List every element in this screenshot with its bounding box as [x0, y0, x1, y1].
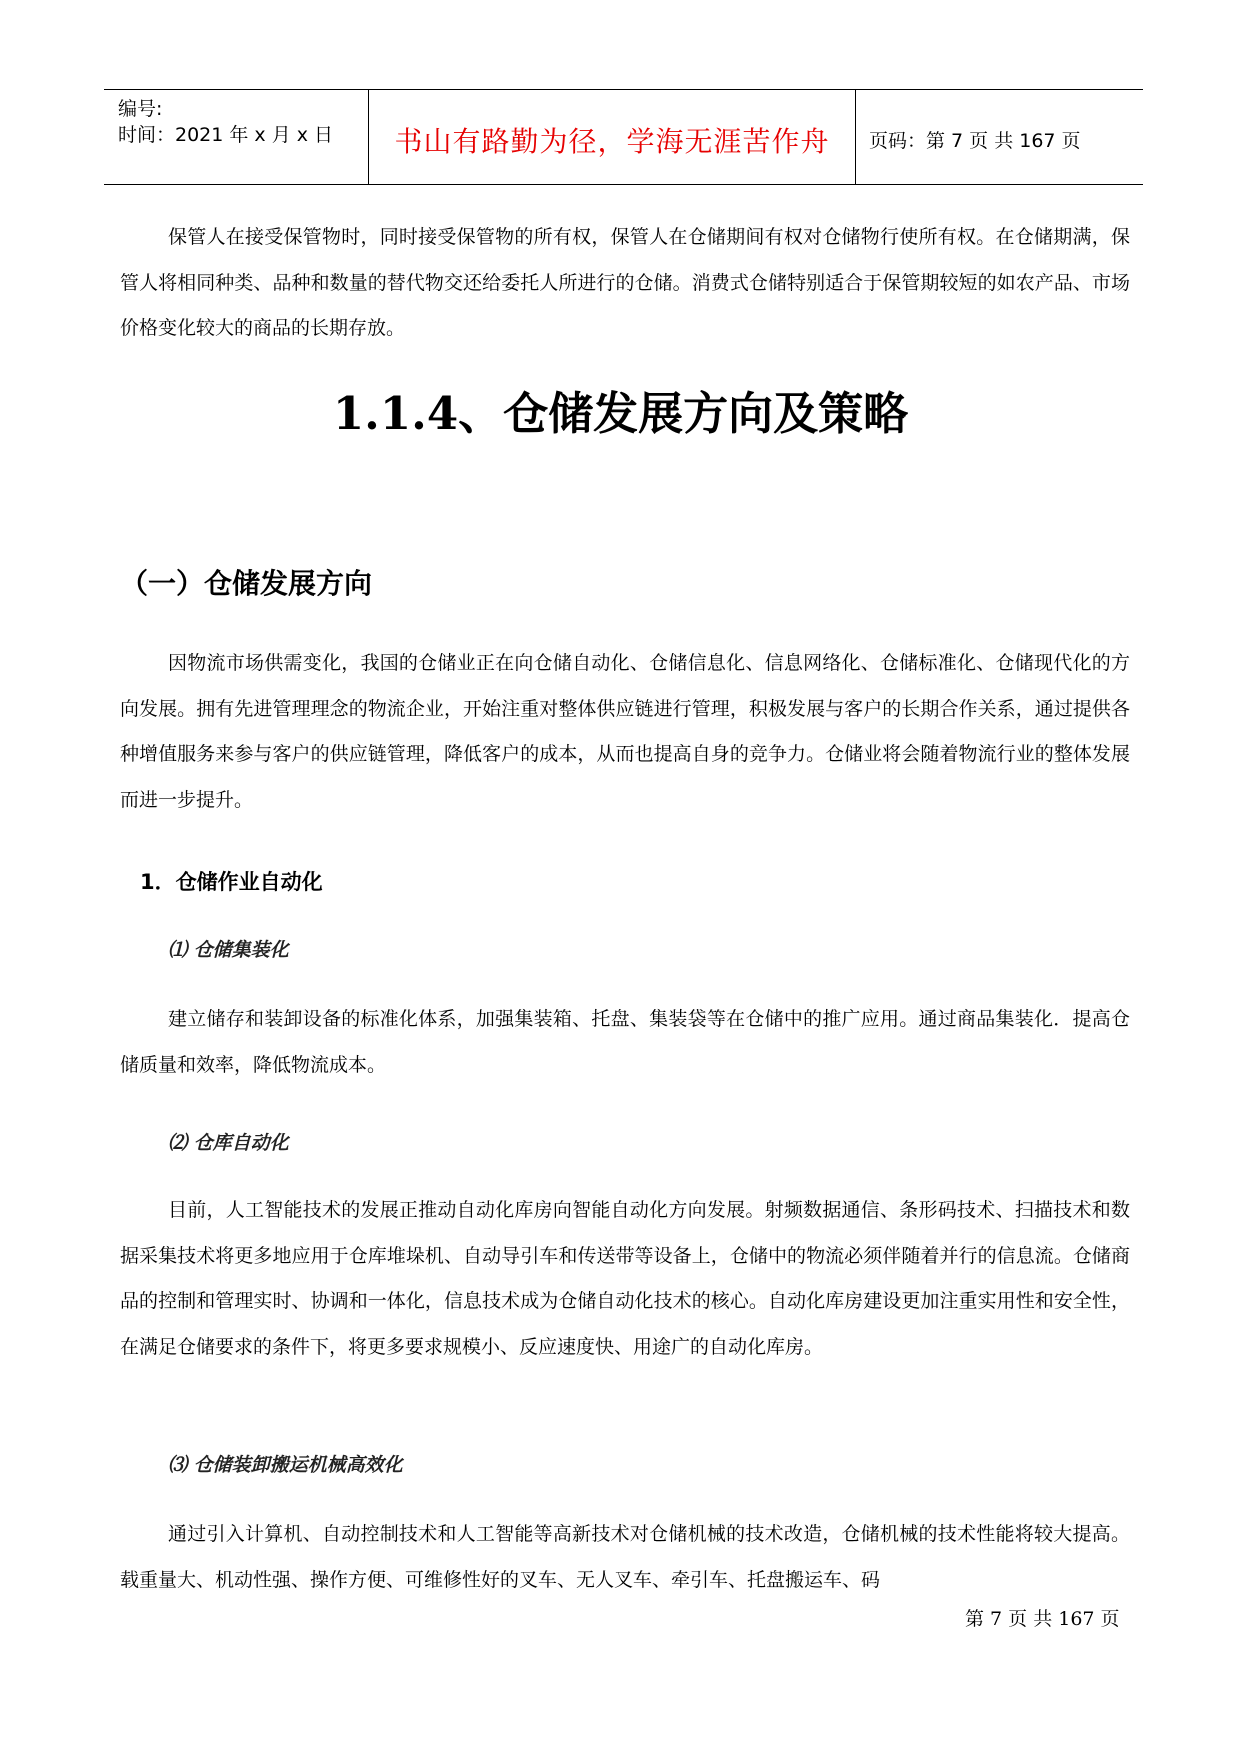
subsection-title: （一）仓储发展方向 — [120, 567, 373, 600]
paragraph-containerization: 建立储存和装卸设备的标准化体系，加强集装箱、托盘、集装袋等在仓储中的推广应用。通过商品集装化．提高仓储质量和效率，降低物流成本。 — [120, 1008, 1130, 1076]
header-table — [104, 89, 1143, 185]
page-footer: 第 7 页 共 167 页 — [965, 1608, 1120, 1630]
header-page-cell — [855, 90, 1143, 184]
paragraph-development-direction: 因物流市场供需变化，我国的仓储业正在向仓储自动化、仓储信息化、信息网络化、仓储标准化、仓储现代化的方向发展。拥有先进管理理念的物流企业，开始注重对整体供应链进行管理，积极发展与客户的长期合作关系，通过提供各种增值服务来参与客户的供应链管理，降低客户的成本，从而也提高自身的竞争力。仓储业将会随着物流行业的整体发展而进一步提升。 — [120, 652, 1130, 811]
paragraph-consumption-storage: 保管人在接受保管物时，同时接受保管物的所有权，保管人在仓储期间有权对仓储物行使所有权。在仓储期满，保管人将相同种类、品种和数量的替代物交还给委托人所进行的仓储。消费式仓储特别适合于保管期较短的如农产品、市场价格变化较大的商品的长期存放。 — [120, 226, 1130, 339]
document-number-label: 编号: — [118, 98, 163, 120]
paragraph-handling-machinery: 通过引入计算机、自动控制技术和人工智能等高新技术对仓储机械的技术改造，仓储机械的技术性能将较大提高。载重量大、机动性强、操作方便、可维修性好的叉车、无人叉车、牵引车、托盘搬运车、码 — [120, 1523, 1130, 1591]
item-heading-automation: 1．仓储作业自动化 — [140, 870, 323, 894]
header-page-info: 页码：第 7 页 共 167 页 — [869, 130, 1081, 152]
subitem-heading-warehouse-automation: ⑵ 仓库自动化 — [168, 1132, 289, 1154]
header-meta-cell — [104, 90, 368, 184]
header-motto-cell — [368, 90, 856, 184]
paragraph-warehouse-automation: 目前，人工智能技术的发展正推动自动化库房向智能自动化方向发展。射频数据通信、条形码技术、扫描技术和数据采集技术将更多地应用于仓库堆垛机、自动导引车和传送带等设备上，仓储中的物流必须伴随着并行的信息流。仓储商品的控制和管理实时、协调和一体化，信息技术成为仓储自动化技术的核心。自动化库房建设更加注重实用性和安全性，在满足仓储要求的条件下，将更多要求规模小、反应速度快、用途广的自动化库房。 — [120, 1199, 1130, 1358]
motto-text: 书山有路勤为径，学海无涯苦作舟 — [394, 125, 830, 158]
document-time-label: 时间：2021 年 x 月 x 日 — [118, 124, 334, 146]
subitem-heading-containerization: ⑴ 仓储集装化 — [168, 939, 289, 961]
subitem-heading-handling-machinery: ⑶ 仓储装卸搬运机械高效化 — [168, 1454, 403, 1476]
section-title: 1.1.4、仓储发展方向及策略 — [332, 387, 909, 440]
